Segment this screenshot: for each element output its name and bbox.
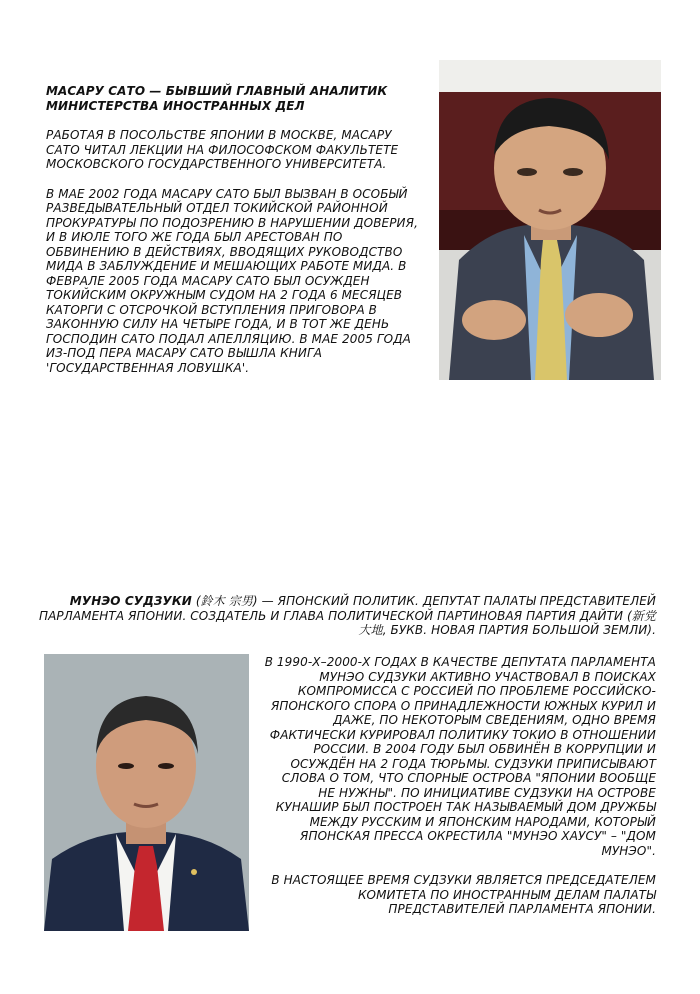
suzuki-intro-text: (鈴木 宗男) — ЯПОНСКИЙ ПОЛИТИК. ДЕПУТАТ ПАЛАТЫ ПРЕДСТАВИТЕЛЕЙ ПАРЛАМЕНТА ЯПОНИИ. СОЗДАТЕЛЬ И ГЛАВА ПОЛИТИЧЕСКОЙ ПАРТИНОВАЯ ПАРТИЯ ДАЙТИ (新党大地, БУКВ. НОВАЯ ПАРТИЯ БОЛЬШОЙ ЗЕМЛИ). [38, 594, 656, 637]
sato-intro [46, 84, 426, 113]
muneo-suzuki-intro [30, 594, 656, 638]
suzuki-paragraph-2: В НАСТОЯЩЕЕ ВРЕМЯ СУДЗУКИ ЯВЛЯЕТСЯ ПРЕДСЕДАТЕЛЕМ КОМИТЕТА ПО ИНОСТРАННЫМ ДЕЛАМ ПАЛАТЫ ПРЕДСТАВИТЕЛЕЙ ПАРЛАМЕНТА ЯПОНИИ. [271, 873, 656, 916]
muneo-suzuki-text [262, 655, 656, 932]
sato-paragraph-2: В МАЕ 2002 ГОДА МАСАРУ САТО БЫЛ ВЫЗВАН В ОСОБЫЙ РАЗВЕДЫВАТЕЛЬНЫЙ ОТДЕЛ ТОКИЙСКОЙ РАЙОННОЙ ПРОКУРАТУРЫ ПО ПОДОЗРЕНИЮ В НАРУШЕНИИ ДОВЕРИЯ, И В ИЮЛЕ ТОГО ЖЕ ГОДА БЫЛ АРЕСТОВАН ПО ОБВИНЕНИЮ В ДЕЙСТВИЯХ, ВВОДЯЩИХ РУКОВОДСТВО МИДА В ЗАБЛУЖДЕНИЕ И МЕШАЮЩИХ РАБОТЕ МИДА. В ФЕВРАЛЕ 2005 ГОДА МАСАРУ САТО БЫЛ ОСУЖДЕН ТОКИЙСКИМ ОКРУЖНЫМ СУДОМ НА 2 ГОДА 6 МЕСЯЦЕВ КАТОРГИ С ОТСРОЧКОЙ ВСТУПЛЕНИЯ ПРИГОВОРА В ЗАКОННУЮ СИЛУ НА ЧЕТЫРЕ ГОДА, И В ТОТ ЖЕ ДЕНЬ ГОСПОДИН САТО ПОДАЛ АПЕЛЛЯЦИЮ. В МАЕ 2005 ГОДА ИЗ-ПОД ПЕРА МАСАРУ САТО ВЫШЛА КНИГА 'ГОСУДАРСТВЕННАЯ ЛОВУШКА'. [46, 186, 418, 375]
muneo-suzuki-photo [44, 654, 249, 931]
sato-name: МАСАРУ САТО [46, 84, 146, 98]
masaru-sato-photo [439, 60, 661, 380]
sato-title: — БЫВШИЙ ГЛАВНЫЙ АНАЛИТИК МИНИСТЕРСТВА ИНОСТРАННЫХ ДЕЛ [46, 84, 388, 113]
sato-paragraph-1: РАБОТАЯ В ПОСОЛЬСТВЕ ЯПОНИИ В МОСКВЕ, МАСАРУ САТО ЧИТАЛ ЛЕКЦИИ НА ФИЛОСОФСКОМ ФАКУЛЬТЕТЕ МОСКОВСКОГО ГОСУДАРСТВЕННОГО УНИВЕРСИТЕТА. [46, 128, 399, 171]
suzuki-paragraph-1: В 1990-Х–2000-Х ГОДАХ В КАЧЕСТВЕ ДЕПУТАТА ПАРЛАМЕНТА МУНЭО СУДЗУКИ АКТИВНО УЧАСТВОВАЛ В ПОИСКАХ КОМПРОМИССА С РОССИЕЙ ПО ПРОБЛЕМЕ РОССИЙСКО-ЯПОНСКОГО СПОРА О ПРИНАДЛЕЖНОСТИ ЮЖНЫХ КУРИЛ И ДАЖЕ, ПО НЕКОТОРЫМ СВЕДЕНИЯМ, ОДНО ВРЕМЯ ФАКТИЧЕСКИ КУРИРОВАЛ ПОЛИТИКУ ТОКИО В ОТНОШЕНИИ РОССИИ. В 2004 ГОДУ БЫЛ ОБВИНЁН В КОРРУПЦИИ И ОСУЖДЁН НА 2 ГОДА ТЮРЬМЫ. СУДЗУКИ ПРИПИСЫВАЮТ СЛОВА О ТОМ, ЧТО СПОРНЫЕ ОСТРОВА "ЯПОНИИ ВООБЩЕ НЕ НУЖНЫ". ПО ИНИЦИАТИВЕ СУДЗУКИ НА ОСТРОВЕ КУНАШИР БЫЛ ПОСТРОЕН ТАК НАЗЫВАЕМЫЙ ДОМ ДРУЖБЫ МЕЖДУ РУССКИМ И ЯПОНСКИМ НАРОДАМИ, КОТОРЫЙ ЯПОНСКАЯ ПРЕССА ОКРЕСТИЛА "МУНЭО ХАУСУ" – "ДОМ МУНЭО". [264, 655, 656, 858]
suzuki-name: МУНЭО СУДЗУКИ [69, 594, 192, 608]
masaru-sato-text [46, 84, 426, 390]
